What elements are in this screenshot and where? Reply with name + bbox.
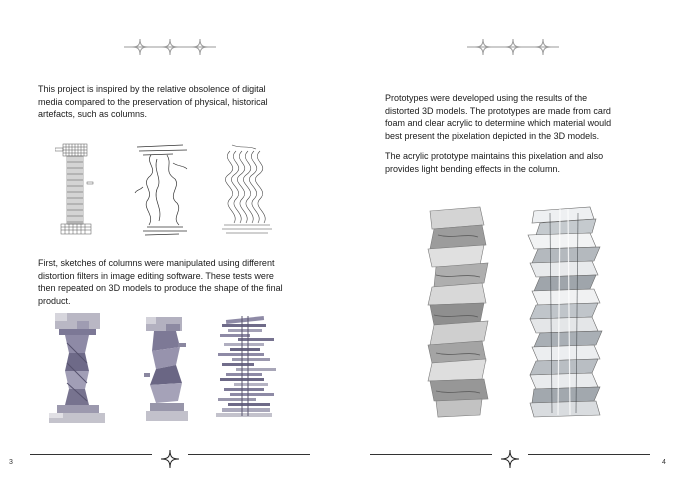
- right-page: [340, 0, 680, 483]
- prototype-paragraph: Prototypes were developed using the results of the distorted 3D models. The prototypes are made from card foam and clear acrylic to determine which material would best present the pixelation depicted in the 3D models.: [385, 93, 612, 141]
- process-paragraph: First, sketches of columns were manipulated using different distortion filters in image editing software. These tests were then repeated on 3D models to produce the shape of the final product.: [38, 258, 283, 306]
- page-number: 3: [9, 459, 13, 466]
- card-foam-prototype: [422, 205, 502, 420]
- acrylic-paragraph: The acrylic prototype maintains this pixelation and also provides light bending effects in the column.: [385, 151, 604, 174]
- page-number: 4: [662, 459, 666, 466]
- footer-rule-right: [188, 454, 310, 455]
- acrylic-prototype: [520, 205, 615, 420]
- triple-sparkle-icon: [124, 37, 216, 57]
- sparkle-icon: [160, 449, 180, 469]
- distorted-column-sketch: [133, 143, 195, 238]
- shredded-column-model: [212, 316, 282, 421]
- footer-rule-right: [528, 454, 650, 455]
- footer-rule-left: [30, 454, 152, 455]
- intro-paragraph: This project is inspired by the relative obsolence of digital media compared to the preservation of physical, historical artefacts, such as columns.: [38, 84, 268, 120]
- faceted-column-model: [140, 313, 195, 423]
- triple-sparkle-icon: [467, 37, 559, 57]
- twisted-column-model: [45, 313, 110, 423]
- grid-column-sketch: [55, 142, 100, 237]
- sparkle-icon: [500, 449, 520, 469]
- footer-rule-left: [370, 454, 492, 455]
- wavy-column-sketch: [212, 143, 277, 238]
